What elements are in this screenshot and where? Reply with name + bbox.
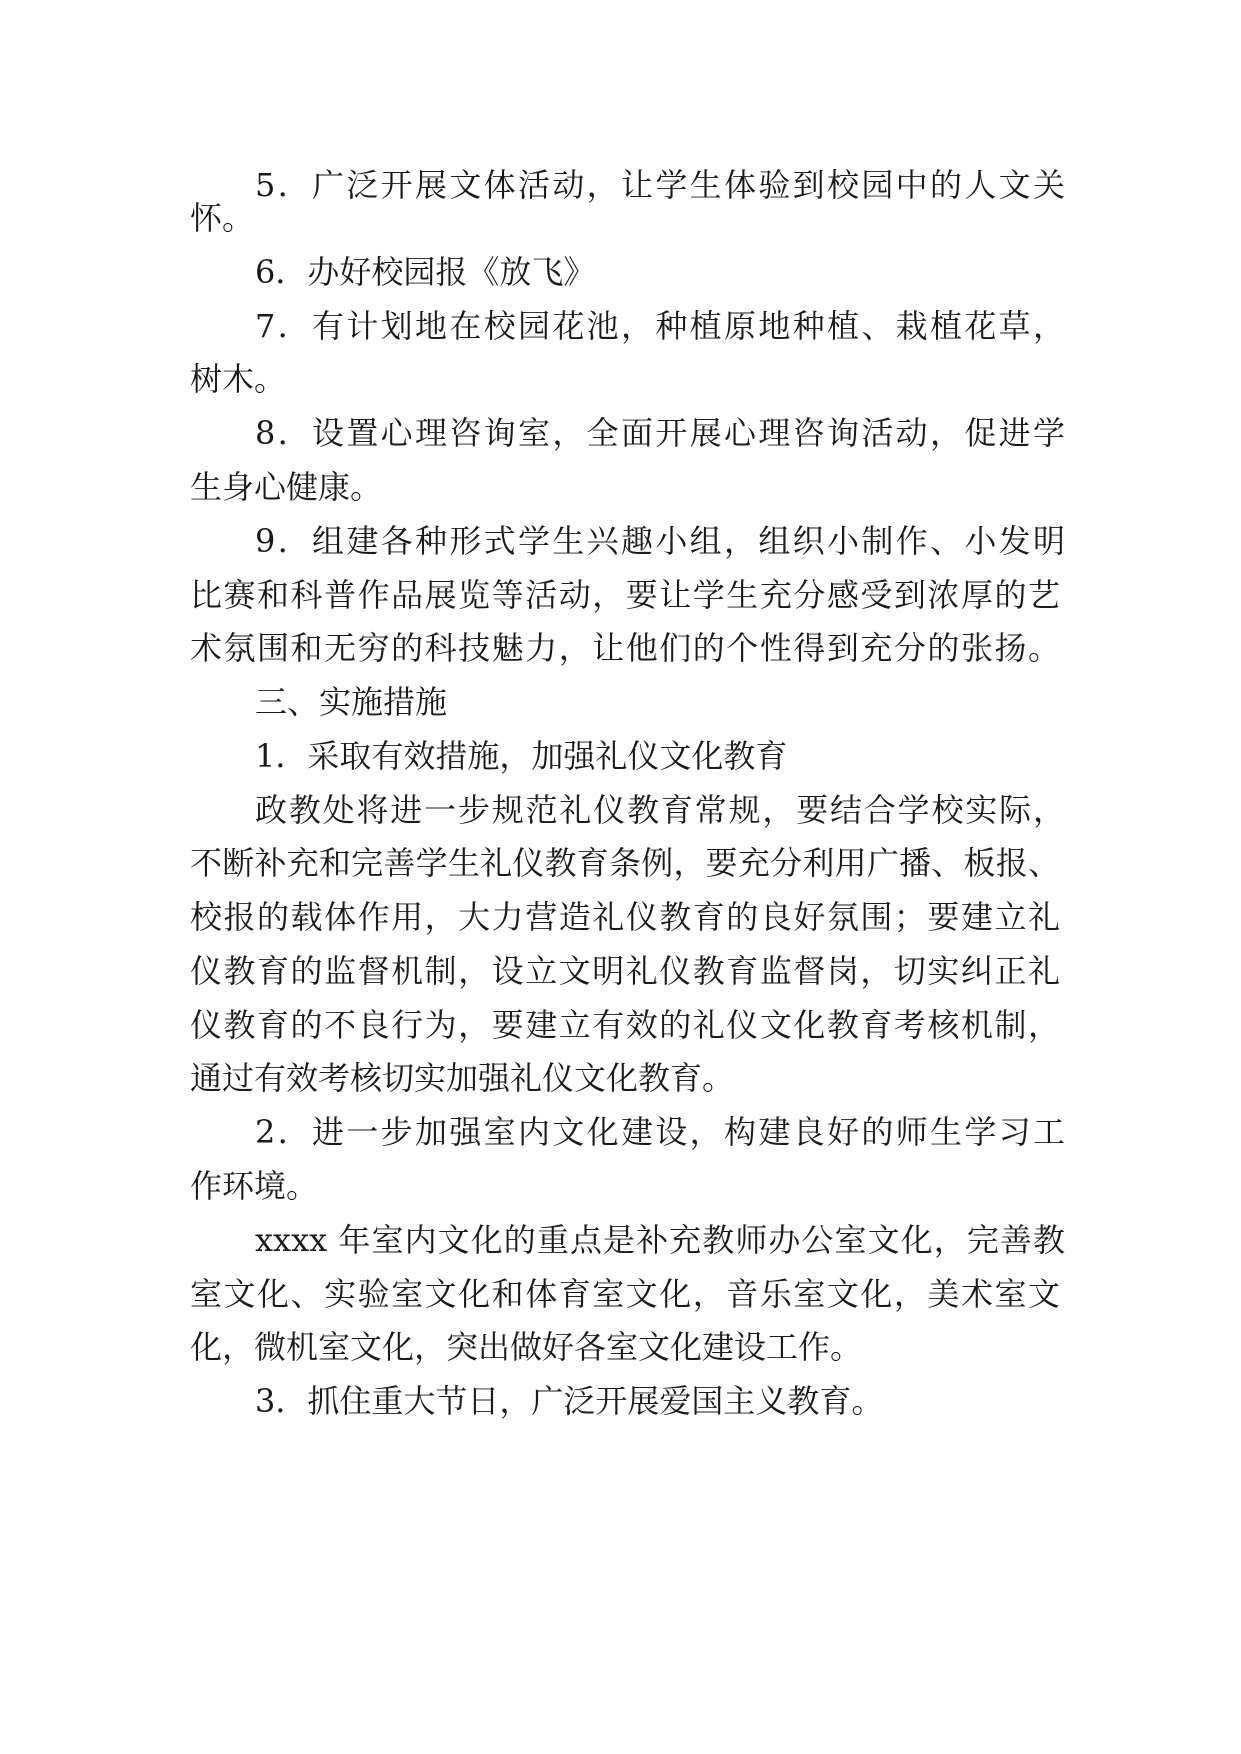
text-line: 树木。 xyxy=(190,360,287,398)
text-line: 5．广泛开展文体活动，让学生体验到校园中的人文关 xyxy=(255,166,1065,204)
text-line: 不断补充和完善学生礼仪教育条例，要充分利用广播、板报、 xyxy=(190,844,1060,882)
text-line: 校报的载体作用，大力营造礼仪教育的良好氛围；要建立礼 xyxy=(190,898,1060,936)
text-line: 6．办好校园报《放飞》 xyxy=(255,253,596,291)
text-line: 仪教育的监督机制，设立文明礼仪教育监督岗，切实纠正礼 xyxy=(190,952,1060,990)
text-line: 化，微机室文化，突出做好各室文化建设工作。 xyxy=(190,1328,863,1366)
text-line: 1．采取有效措施，加强礼仪文化教育 xyxy=(255,737,788,775)
text-line: 术氛围和无穷的科技魅力，让他们的个性得到充分的张扬。 xyxy=(190,629,1060,667)
text-line: 生身心健康。 xyxy=(190,468,383,506)
text-line: 2．进一步加强室内文化建设，构建良好的师生学习工 xyxy=(255,1113,1065,1151)
text-line: 室文化、实验室文化和体育室文化，音乐室文化，美术室文 xyxy=(190,1275,1060,1313)
text-line: 仪教育的不良行为，要建立有效的礼仪文化教育考核机制， xyxy=(190,1006,1060,1044)
text-line: 8．设置心理咨询室，全面开展心理咨询活动，促进学 xyxy=(255,414,1065,452)
section-heading: 三、实施措施 xyxy=(255,683,448,721)
text-line: 7．有计划地在校园花池，种植原地种植、栽植花草， xyxy=(255,307,1065,345)
text-line: 9．组建各种形式学生兴趣小组，组织小制作、小发明 xyxy=(255,522,1065,560)
text-line: 比赛和科普作品展览等活动，要让学生充分感受到浓厚的艺 xyxy=(190,576,1060,614)
text-line: xxxx 年室内文化的重点是补充教师办公室文化，完善教 xyxy=(255,1221,1065,1259)
text-line: 怀。 xyxy=(190,199,255,237)
text-line: 3．抓住重大节日，广泛开展爱国主义教育。 xyxy=(255,1382,884,1420)
text-line: 政教处将进一步规范礼仪教育常规，要结合学校实际， xyxy=(255,791,1065,829)
text-line: 通过有效考核切实加强礼仪文化教育。 xyxy=(190,1059,735,1097)
text-line: 作环境。 xyxy=(190,1167,319,1205)
